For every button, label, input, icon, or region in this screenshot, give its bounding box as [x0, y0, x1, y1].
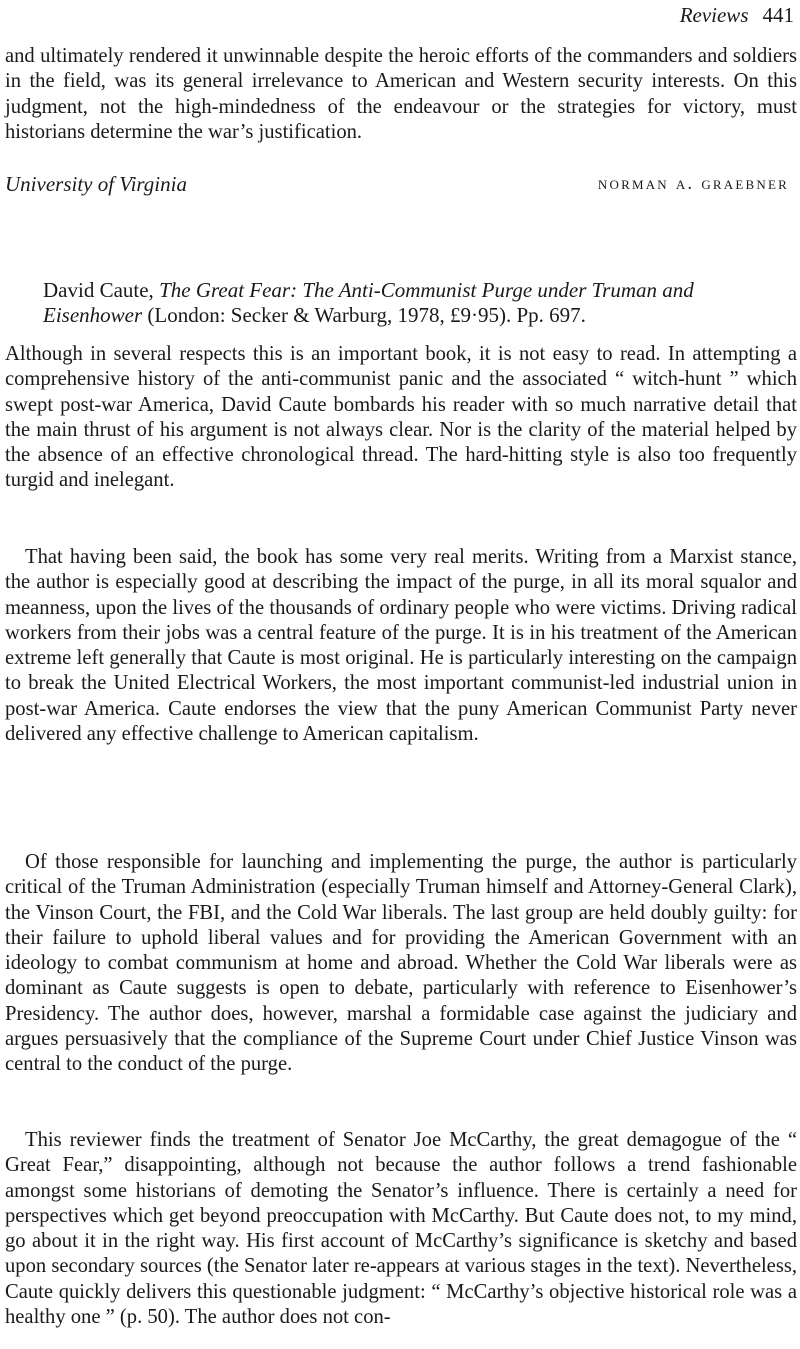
previous-review-closing-paragraph: and ultimately rendered it unwinnable despite the heroic efforts of the commanders and soldiers in the field, was its general irrelevance to American and Western security interests. On this judgment, not the high-mindedness of the endeavour or the strategies for victory, must historians determine the war’s justification. [5, 45, 797, 143]
review-paragraph-1: Although in several respects this is an important book, it is not easy to read. In attempting a comprehensive history of the anti-communist panic and the associated “ witch-hunt ” which swept post-war America, David Caute bombards his reader with so much narrative detail that the main thrust of his argument is not always clear. Nor is the clarity of the material helped by the absence of an effective chronological thread. The hard-hitting style is also too frequently turgid and inelegant. [5, 343, 797, 492]
book-publication-details: (London: Secker & Warburg, 1978, £9·95). Pp. 697. [147, 303, 586, 327]
book-citation [43, 278, 783, 328]
reviewer-name: norman a. graebner [597, 173, 789, 194]
book-author: David Caute, [43, 278, 154, 302]
review-paragraph-3: Of those responsible for launching and implementing the purge, the author is particularly critical of the Truman Administration (especially Truman himself and Attorney-General Clark), the Vinson Court, the FBI, and the Cold War liberals. The last group are held doubly guilty: for their failure to uphold liberal values and for providing the American Government with an ideology to combat communism at home and abroad. Whether the Cold War liberals were as dominant as Caute suggests is open to debate, particularly with reference to Eisenhower’s Presidency. The author does, however, marshal a formidable case against the judiciary and argues persuasively that the compliance of the Supreme Court under Chief Justice Vinson was central to the conduct of the purge. [5, 851, 797, 1076]
review-paragraph-2: That having been said, the book has some very real merits. Writing from a Marxist stance, the author is especially good at describing the impact of the purge, in all its moral squalor and meanness, upon the lives of the thousands of ordinary people who were victims. Driving radical workers from their jobs was a central feature of the purge. It is in his treatment of the American extreme left generally that Caute is most original. He is particularly interesting on the campaign to break the United Electrical Workers, the most important communist-led industrial union in post-war America. Caute endorses the view that the puny American Communist Party never delivered any effective challenge to American capitalism. [5, 546, 797, 746]
previous-review-signature [5, 170, 797, 198]
page-number: 441 [762, 3, 794, 27]
running-head-title: Reviews [679, 3, 749, 27]
book-title: The Great Fear: The Anti-Communist Purge under Truman and Eisenhower [43, 278, 694, 327]
reviewer-institution: University of Virginia [5, 172, 187, 196]
running-head [680, 2, 794, 28]
review-paragraph-4: This reviewer finds the treatment of Senator Joe McCarthy, the great demagogue of the “ Great Fear,” disappointing, although not because the author follows a trend fashionable amongst some historians of demoting the Senator’s influence. There is certainly a need for perspectives which get beyond preoccupation with McCarthy. But Caute does not, to my mind, go about it in the right way. His first account of McCarthy’s significance is sketchy and based upon secondary sources (the Senator later re-appears at various stages in the text). Nevertheless, Caute quickly delivers this questionable judgment: “ McCarthy’s objective historical role was a healthy one ” (p. 50). The author does not con- [5, 1129, 797, 1329]
